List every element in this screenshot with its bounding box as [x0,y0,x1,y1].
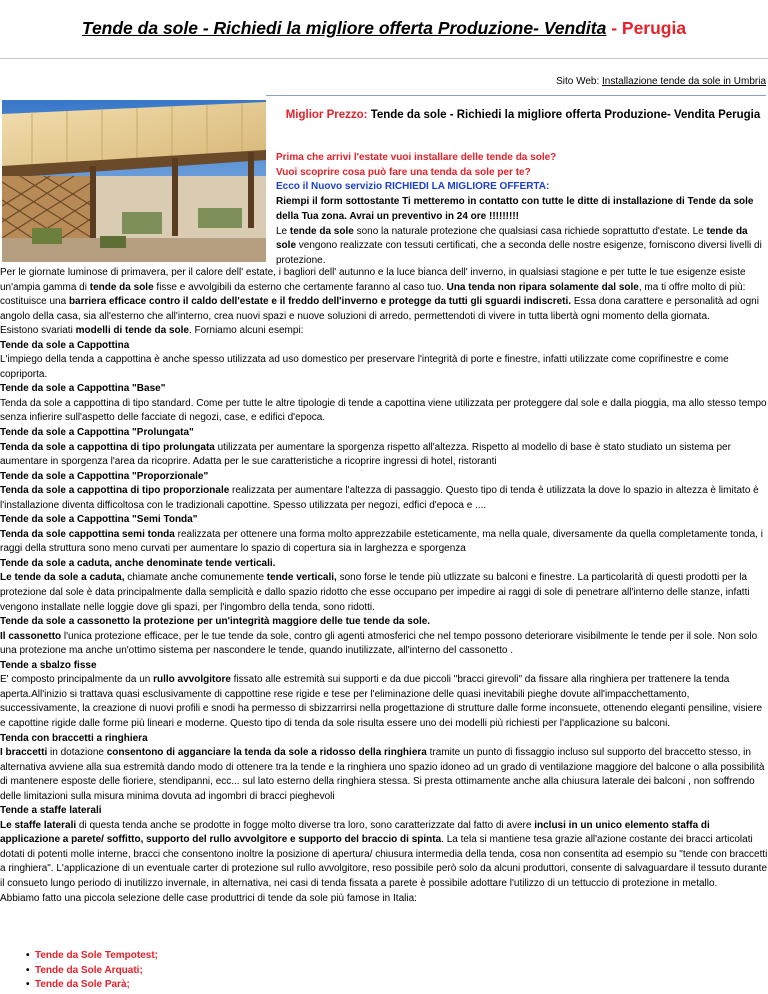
heading-braccetti: Tenda con braccetti a ringhiera [0,732,148,744]
brand-link-arquati[interactable]: • Tende da Sole Arquati; [26,964,158,979]
paragraph-models: Esistono svariati modelli di tende da sole. Forniamo alcuni esempi: [0,325,304,337]
paragraph-braccetti: I braccetti in dotazione consentono di agganciare la tenda da sole a ridosso della ringhiera tramite un punto di fissaggio incluso sul supporto del braccetto stesso, in alternativa avviene alla sua estremità dando modo di ottenere tra la tende e la ringhiera uno spazio idoneo ad un grado di ventilazione maggiore del balcone o alla possibilità di mantenere esposte delle fioriere, stendipanni, ecc... sul lato esterno della ringhiera stessa. Si presta ottimamente anche alla chiusura laterale dei balconi , non soffrendo delle limitazioni sulla misura minima dovuta ad ingombri di bracci pieghevoli [0,747,765,802]
siteweb-label: Sito Web: [556,76,603,87]
paragraph-cappottina: L'impiego della tenda a cappottina è anche spesso utilizzata ad uso domestico per preservare l'integrità di porte e finestre, infatti utilizzate come coprifinestre e come copriporta. [0,354,729,380]
intro-block [276,151,766,269]
heading-caduta: Tende da sole a caduta, anche denominate tende verticali. [0,557,276,569]
intro-form-text: Riempi il form sottostante Ti metteremo in contatto con tutte le ditte di installazione di Tende da sole della Tua zona. Avrai un preventivo in 24 ore !!!!!!!!! [276,196,754,222]
siteweb-line [556,76,766,87]
brand-list [26,949,158,993]
intro-paragraph: Le tende da sole sono la naturale protezione che qualsiasi casa richiede soprattutto d'estate. Le tende da sole vengono realizzate con tessuti certificati, che a seconda delle nostre esigenze, forniscono diversi livelli di protezione. [276,225,762,266]
heading-cappottina-semi-tonda: Tende da sole a Cappottina "Semi Tonda" [0,514,198,526]
intro-question-2: Vuoi scoprire cosa può fare una tenda da sole per te? [276,166,531,178]
offer-heading-text: Tende da sole - Richiedi la migliore offerta Produzione- Vendita Perugia [367,109,761,121]
paragraph-cappottina-semi-tonda: Tenda da sole cappottina semi tonda realizzata per ottenere una forma molto apprezzabile esteticamente, ma nella quale, diversamente da quella completamente tonda, i raggi della struttura sono meno curvati per aumentare lo spazio di copertura sia in larghezza e sporgenza [0,528,763,555]
paragraph-caduta: Le tende da sole a caduta, chiamate anche comunemente tende verticali, sono forse le tende più utlizzate su balconi e finestre. La particolarità di questi prodotti per la protezione dal sole è data principalmente dalla semplicità e dallo spazio ridotto che esse occupano per impedire ai raggi di sole di penetrare all'interno delle stanze, infatti vengono installate nelle loggie dove gli spazi, per l'ingombro della tenda, sono ridotti. [0,572,750,613]
brand-link-para[interactable]: • Tende da Sole Parà; [26,978,158,993]
siteweb-link[interactable]: Installazione tende da sole in Umbria [602,76,766,87]
paragraph-cappottina-base: Tenda da sole a cappottina di tipo standard. Come per tutte le altre tipologie di tende a capottina viene utilizzata per proteggere dal sole e dalla pioggia, ma allo stesso tempo senza infierire sull'aspetto delle facciate di negozi, case, e edifici d'epoca. [0,397,767,424]
paragraph-selection: Abbiamo fatto una piccola selezione delle case produttrici di tende da sole più famose in Italia: [0,892,417,904]
heading-cappottina: Tende da sole a Cappottina [0,339,130,351]
header-divider [266,95,766,96]
paragraph-staffe: Le staffe laterali di questa tenda anche se prodotte in fogge molto diverse tra loro, sono caratterizzate dal fatto di avere inclusi in un unico elemento staffa di applicazione a parete/ soffitto, supporto del rullo avvolgitore e supporto del braccio di spinta. La tela si mantiene tesa grazie all'azione costante dei bracci articolati dotati di potenti molle interne, bracci che consentono inoltre la posizione di apertura/ chiusura intermedia della tenda, cosa non consentita ad esempio su "tende con braccetti a ringhiera". L'applicazione di un eventuale carter di protezione sul rullo avvolgitore, reso possibile però solo da alcuni produttori, consente di salvaguardare il tessuto durante il consueto lungo periodo di inutilizzo invernale, in alternativa, nei casi di tenda fissata a parete è possibile adottare l'utilizzo di un tettuccio di protezione in metallo. [0,819,768,889]
heading-sbalzo: Tende a sbalzo fisse [0,659,97,671]
brand-link-tempotest[interactable]: • Tende da Sole Tempotest; [26,949,158,964]
heading-cassonetto: Tende da sole a cassonetto la protezione per un'integrità maggiore delle tue tende da sole. [0,616,431,628]
intro-question-1: Prima che arrivi l'estate vuoi installare delle tende da sole? [276,152,557,163]
paragraph-cassonetto: Il cassonetto l'unica protezione efficace, per le tue tende da sole, contro gli agenti atmosferici che nel tempo possono deteriorare visibilmente le tende per il sole. Non solo una protezione ma anche un'ottimo sistema per nascondere le tende, quando inutilizzate, all'interno del cassonetto . [0,630,758,657]
title-divider [0,58,768,59]
offer-heading [278,107,768,123]
heading-cappottina-prolungata: Tende da sole a Cappottina "Prolungata" [0,427,194,439]
pergola-awning-photo [2,100,266,262]
paragraph-sbalzo: E' composto principalmente da un rullo avvolgitore fissato alle estremità sui supporti e da due piccoli "bracci girevoli" da fissare alla ringhiera per trattenere la tenda aperta.All'inizio si trattava quasi esclusivamente di cappottine rese rigide e tese per l'eliminazione delle quasi inevitabili pieghe dovute all'impacchettamento, successivamente, la creazione di nuovi profili e snodi ha permesso di sbizzarrirsi nella progettazione di strutture dalle forme inconsuete, ottenendo eleganti pensiline, visiere e capottine rigide dalle forme più lineari e moderne. Questo tipo di tenda da sole risulta essere uno dei modelli più richiesti per l'applicazione su balconi. [0,674,763,729]
heading-cappottina-base: Tende da sole a Cappottina "Base" [0,383,166,395]
page-title-city: - Perugia [606,18,687,38]
paragraph-cappottina-prolungata: Tenda da sole a cappottina di tipo prolungata utilizzata per aumentare la sporgenza rispetto all'altezza. Rispetto al modello di base è stato studiato un sistema per aumentare in sporgenza l'area da ricoprire. Adatta per le sue caratteristiche a ricoprire ingressi di hotel, ristoranti [0,441,731,468]
paragraph-seasons: Per le giornate luminose di primavera, per il calore dell' estate, i bagliori dell' autunno e la luce bianca dell' inverno, in qualsiasi stagione e per tutte le tue esigenze esiste un'ampia gamma di tende da sole fisse e avvolgibili da esterno che certamente faranno al caso tuo. Una tenda non ripara solamente dal sole, ma ti offre molto di più: costituisce una barriera efficace contro il caldo dell'estate e il freddo dell'inverno e protegge da tutti gli sguardi indiscreti. Essa dona carattere e personalità ad ogni angolo della casa, sia all'esterno che all'interno, crea nuovi spazi e nuove soluzioni di arredo, permettendoti di vivere in tutta libertà ogni momento della giornata. [0,267,759,322]
article-body [0,266,768,906]
heading-staffe: Tende a staffe laterali [0,805,102,817]
heading-cappottina-proporzionale: Tende da sole a Cappottina "Proporzionale" [0,470,209,482]
intro-service: Ecco il Nuovo servizio RICHIEDI LA MIGLIORE OFFERTA: [276,181,550,193]
page-title [0,18,768,39]
paragraph-cappottina-proporzionale: Tenda da sole a cappottina di tipo proporzionale realizzata per aumentare l'altezza di passaggio. Questo tipo di tenda è utilizzata la dove lo spazio in altezza è limitato è l'installazione diventa difficoltosa con le tradizionali capottine. Spesso utilizzata per negozi, edfici d'epoca e .... [0,485,759,511]
offer-heading-prefix: Miglior Prezzo: [285,109,368,121]
page-title-link[interactable]: Tende da sole - Richiedi la migliore offerta Produzione- Vendita [81,18,607,38]
